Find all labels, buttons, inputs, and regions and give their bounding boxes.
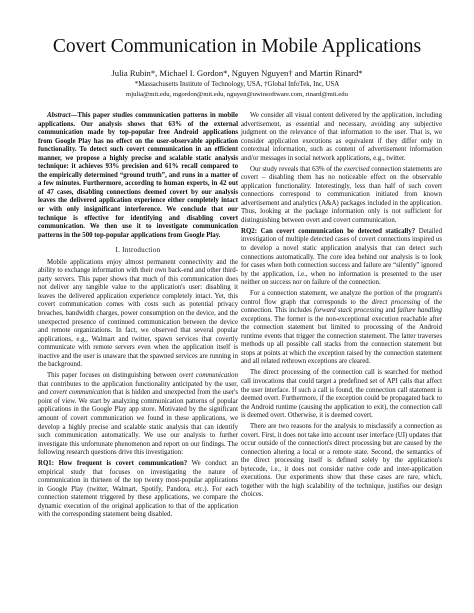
term-failure-handling: failure handling: [397, 307, 442, 315]
rq2-text: Detailed investigation of multiple detected cases of covert connections inspired us to develop a novel static application analysis that can detect such connections automatically. The core idea behind our analysis is to look for cases when both connection success and failure are “silently” ignored by the application, i.e., when no information is presented to the user neither on success nor on failure of the connection.: [241, 227, 442, 287]
intro-p2-part-b: that contributes to the application functionality anticipated by the user, and: [38, 380, 238, 397]
intro-paragraph-1: Mobile applications enjoy almost permanent connectivity and the ability to exchange information with their own back-end and other third-party servers. This paper shows that much of this communication does not deliver any tangible value to the application's user: disabling it leaves the delivered application experience completely intact. Yet, this covert communication comes with costs such as potential privacy breaches, bandwidth charges, power consumption on the device, and the unexpected presence of continued communication between the device and remote organizations. In fact, we observed that several popular applications, e.g., Walmart and twitter, spawn services that covertly communicate with remote servers even when the application itself is inactive and the user is unaware that the spawned services are running in the background.: [38, 258, 238, 369]
left-column: [38, 112, 238, 522]
affiliations: *Massachusetts Institute of Technology, USA, †Global InfoTek, Inc, USA: [134, 81, 340, 88]
term-covert-communication: covert communication: [49, 389, 112, 397]
rq2-label: RQ2: Can covert communication be detected statically?: [241, 227, 416, 235]
abstract: [38, 112, 238, 240]
abstract-label: Abstract: [47, 112, 71, 119]
p3-part-a: For a connection statement, we analyze the portion of the program's control flow graph that corresponds to the: [241, 290, 442, 306]
term-forward-stack-processing: forward stack processing: [313, 307, 384, 315]
author-emails: mjulia@mit.edu, mgordon@mit.edu, nguyen@uwinsoftware.com, rinard@mit.edu: [126, 91, 348, 98]
term-exercised: exercised: [343, 165, 370, 173]
rq1-paragraph: [38, 460, 238, 520]
term-direct-processing: direct processing: [371, 298, 421, 306]
right-paragraph-5: There are two reasons for the analysis to misclassify a connection as covert. First, it does not take into account user interface (UI) updates that occur outside of the connection's direct processing but are caused by the connection altering a local or a remote state. Second, the semantics of the direct processing itself is defined solely by the application's bytecode, i.e., it does not consider native code and inter-application executions. Our experiments show that these cases are rare, which, together with the high scalability of the technique, justifies our design choices.: [241, 423, 442, 499]
p3-part-b: of the connection. This includes: [241, 298, 442, 315]
right-column: [241, 112, 442, 502]
author-list: Julia Rubin*, Michael I. Gordon*, Nguyen Nguyen† and Martin Rinard*: [111, 68, 363, 78]
p3-part-d: exceptions. The former is the non-exceptional execution reachable after the connection statement but limited to processing of the Android runtime events that trigger the connection statement. The latter traverses methods up all possible call stacks from the connection statement but stops at points at which the exception raised by the connection statement and all related rethrown exceptions are cleared.: [241, 315, 442, 366]
paper-title: Covert Communication in Mobile Applications: [52, 36, 422, 57]
intro-p2-part-a: This paper focuses on distinguishing between: [47, 372, 180, 380]
abstract-text: —This paper studies communication patterns in mobile applications. Our analysis shows that 63% of the external communication made by top-popular free Android applications from Google Play has no effect on the user-observable application functionality. To detect such covert communication in an efficient manner, we propose a highly precise and scalable static analysis technique: it achieves 93% precision and 61% recall compared to the empirically determined “ground truth”, and runs in a matter of a few minutes. Furthermore, according to human experts, in 42 out of 47 cases, disabling connections deemed covert by our analysis leaves the delivered application experience either completely intact or with only insignificant interference. We conclude that our technique is effective for identifying and disabling covert communication. We then use it to investigate communication patterns in the 500 top-popular applications from Google Play.: [38, 112, 238, 239]
rq2-paragraph: [241, 228, 442, 288]
right-paragraph-1: We consider all visual content delivered by the application, including advertisement, as essential and necessary, avoiding any subjective judgment on the relevance of that information to the user. That is, we consider application executions as equivalent if they differ only in contextual information, such as content of advertisement information and/or messages in social network applications, e.g., twitter.: [241, 112, 442, 162]
rq1-text: We conduct an empirical study that focuses on investigating the nature of communication in thirteen of the top twenty most-popular applications in Google Play (twitter, Walmart, Spotify, Pandora, etc.). For each connection statement triggered by these applications, we compare the dynamic execution of the original application to that of the application with the corresponding statement being disabled.: [38, 460, 238, 519]
intro-p2-part-c: that is hidden and unexpected from the user's point of view. We start by analyzing communication patterns of popular applications in the Google Play app store. Motivated by the significant amount of covert communication we found in these applications, we develop a highly precise and scalable static analysis that can identify such communication automatically. We use our analysis to further investigate this unfortunate phenomenon and report on our findings. The following research questions drive this investigation:: [38, 389, 238, 457]
p2-part-a: Our study reveals that 63% of the: [250, 165, 344, 173]
intro-paragraph-2: [38, 372, 238, 457]
p3-part-c: and: [383, 307, 398, 315]
section-heading-introduction: I. Introduction: [115, 246, 161, 255]
rq1-label: RQ1: How frequent is covert communication?: [38, 460, 188, 468]
term-overt-communication: overt communication: [179, 372, 238, 380]
p2-part-b: connection statements are covert – disabling them has no noticeable effect on the observable application functionality. Interestingly, less than half of such covert connections correspond to communication initiated from known advertisement and analytics (A&A) packages included in the application. Thus, looking at the package information only is not sufficient for distinguishing between overt and covert communication.: [241, 165, 442, 224]
right-paragraph-4: The direct processing of the connection call is searched for method call invocations that could target a predefined set of API calls that affect the user interface. If such a call is found, the connection call statement is deemed overt. Furthermore, if the exception could be propagated back to the Android runtime (causing the application to exit), the connection call is deemed overt. Otherwise, it is deemed covert.: [241, 369, 442, 420]
right-paragraph-3: [241, 290, 442, 367]
right-paragraph-2: [241, 166, 442, 226]
